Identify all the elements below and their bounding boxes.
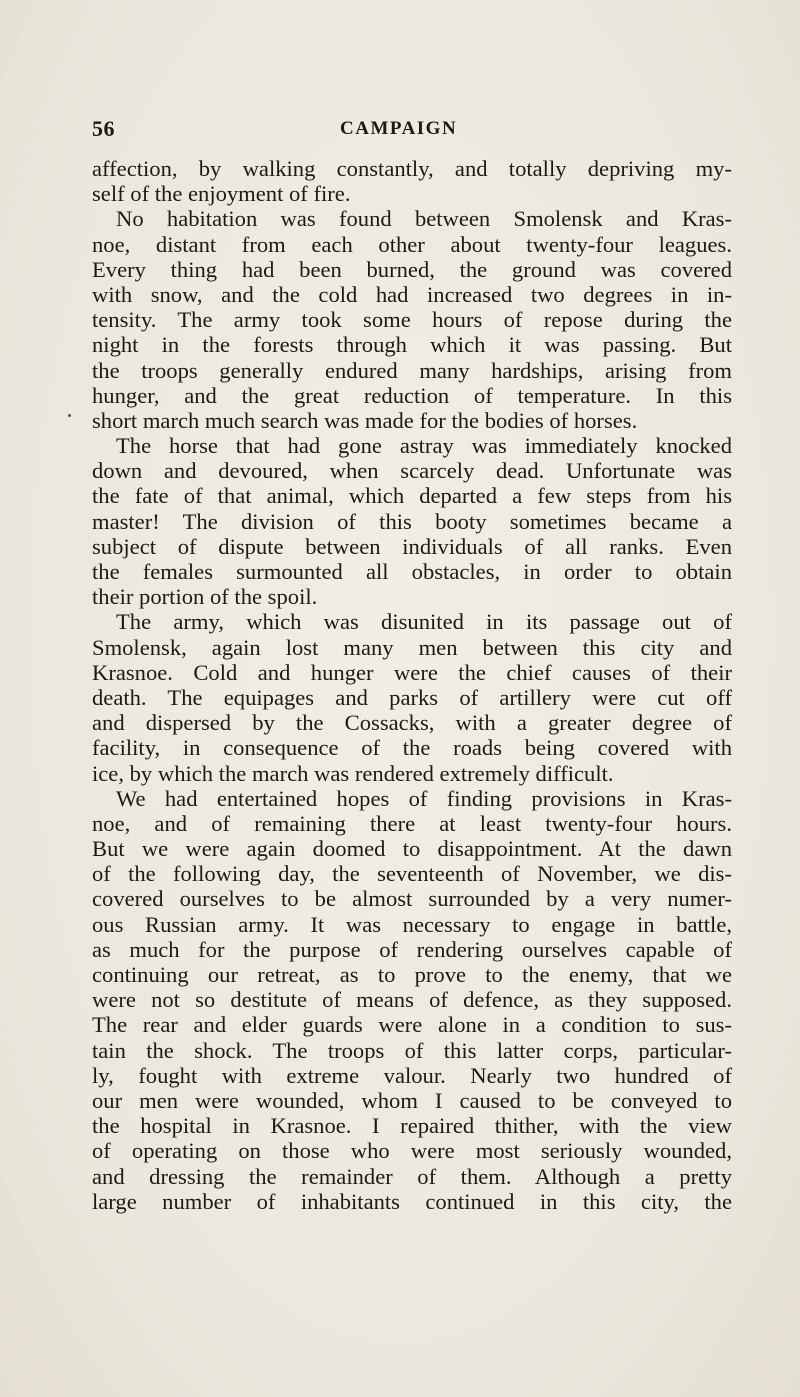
text-line: Every thing had been burned, the ground was covered (92, 256, 732, 282)
text-line: But we were again doomed to disappointment. At the dawn (92, 836, 732, 862)
text-line: were not so destitute of means of defence, as they supposed. (92, 987, 732, 1013)
text-line: subject of dispute between individuals of all ranks. Even (92, 533, 732, 559)
text-line: large number of inhabitants continued in this city, the (92, 1188, 732, 1214)
text-line: the troops generally endured many hardships, arising from (92, 357, 732, 383)
text-line: No habitation was found between Smolensk and Kras- (116, 206, 732, 232)
text-line: The rear and elder guards were alone in a condition to sus- (92, 1012, 732, 1038)
text-line: We had entertained hopes of finding provisions in Kras- (116, 785, 732, 811)
text-line: of operating on those who were most seriously wounded, (92, 1138, 732, 1164)
text-line: hunger, and the great reduction of temperature. In this (92, 382, 732, 408)
text-line: night in the forests through which it was passing. But (92, 332, 732, 358)
text-line: continuing our retreat, as to prove to the enemy, that we (92, 962, 732, 987)
text-line: noe, and of remaining there at least twenty-four hours. (92, 810, 732, 836)
text-line: tain the shock. The troops of this latter corps, particular- (92, 1037, 732, 1063)
page-number: 56 (92, 116, 115, 141)
text-line: ly, fought with extreme valour. Nearly two hundred of (92, 1062, 732, 1088)
text-line: down and devoured, when scarcely dead. Unfortunate was (92, 458, 732, 484)
text-line: master! The division of this booty sometimes became a (92, 508, 732, 534)
running-title: CAMPAIGN (340, 118, 458, 139)
text-line: their portion of the spoil. (92, 584, 318, 610)
text-line: of the following day, the seventeenth of November, we dis- (92, 861, 732, 887)
text-line: The army, which was disunited in its passage out of (116, 609, 732, 635)
ink-speck (68, 414, 71, 417)
running-head (92, 114, 732, 144)
text-line: our men were wounded, whom I caused to be conveyed to (92, 1087, 732, 1113)
text-line: and dressing the remainder of them. Although a pretty (92, 1163, 732, 1189)
text-line: and dispersed by the Cossacks, with a greater degree of (92, 710, 732, 736)
text-line: covered ourselves to be almost surrounded by a very numer- (92, 886, 732, 912)
text-line: short march much search was made for the bodies of horses. (92, 407, 638, 433)
text-line: with snow, and the cold had increased two degrees in in- (92, 281, 732, 307)
text-line: The horse that had gone astray was immediately knocked (116, 433, 732, 459)
text-line: Smolensk, again lost many men between this city and (92, 634, 732, 660)
text-line: Krasnoe. Cold and hunger were the chief causes of their (92, 659, 732, 685)
text-line: tensity. The army took some hours of repose during the (92, 307, 732, 333)
text-line: the females surmounted all obstacles, in order to obtain (92, 559, 732, 584)
text-line: noe, distant from each other about twenty-four leagues. (92, 231, 732, 257)
text-line: facility, in consequence of the roads being covered with (92, 735, 732, 761)
text-line: the hospital in Krasnoe. I repaired thither, with the view (92, 1113, 732, 1139)
text-line: death. The equipages and parks of artillery were cut off (92, 684, 732, 710)
text-line: as much for the purpose of rendering ourselves capable of (92, 936, 732, 962)
body-text (92, 156, 732, 1214)
text-line: the fate of that animal, which departed a few steps from his (92, 483, 732, 509)
text-line: ice, by which the march was rendered extremely difficult. (92, 760, 614, 786)
text-line: ous Russian army. It was necessary to engage in battle, (92, 911, 732, 937)
text-line: self of the enjoyment of fire. (92, 181, 351, 207)
text-line: affection, by walking constantly, and totally depriving my- (92, 156, 732, 181)
